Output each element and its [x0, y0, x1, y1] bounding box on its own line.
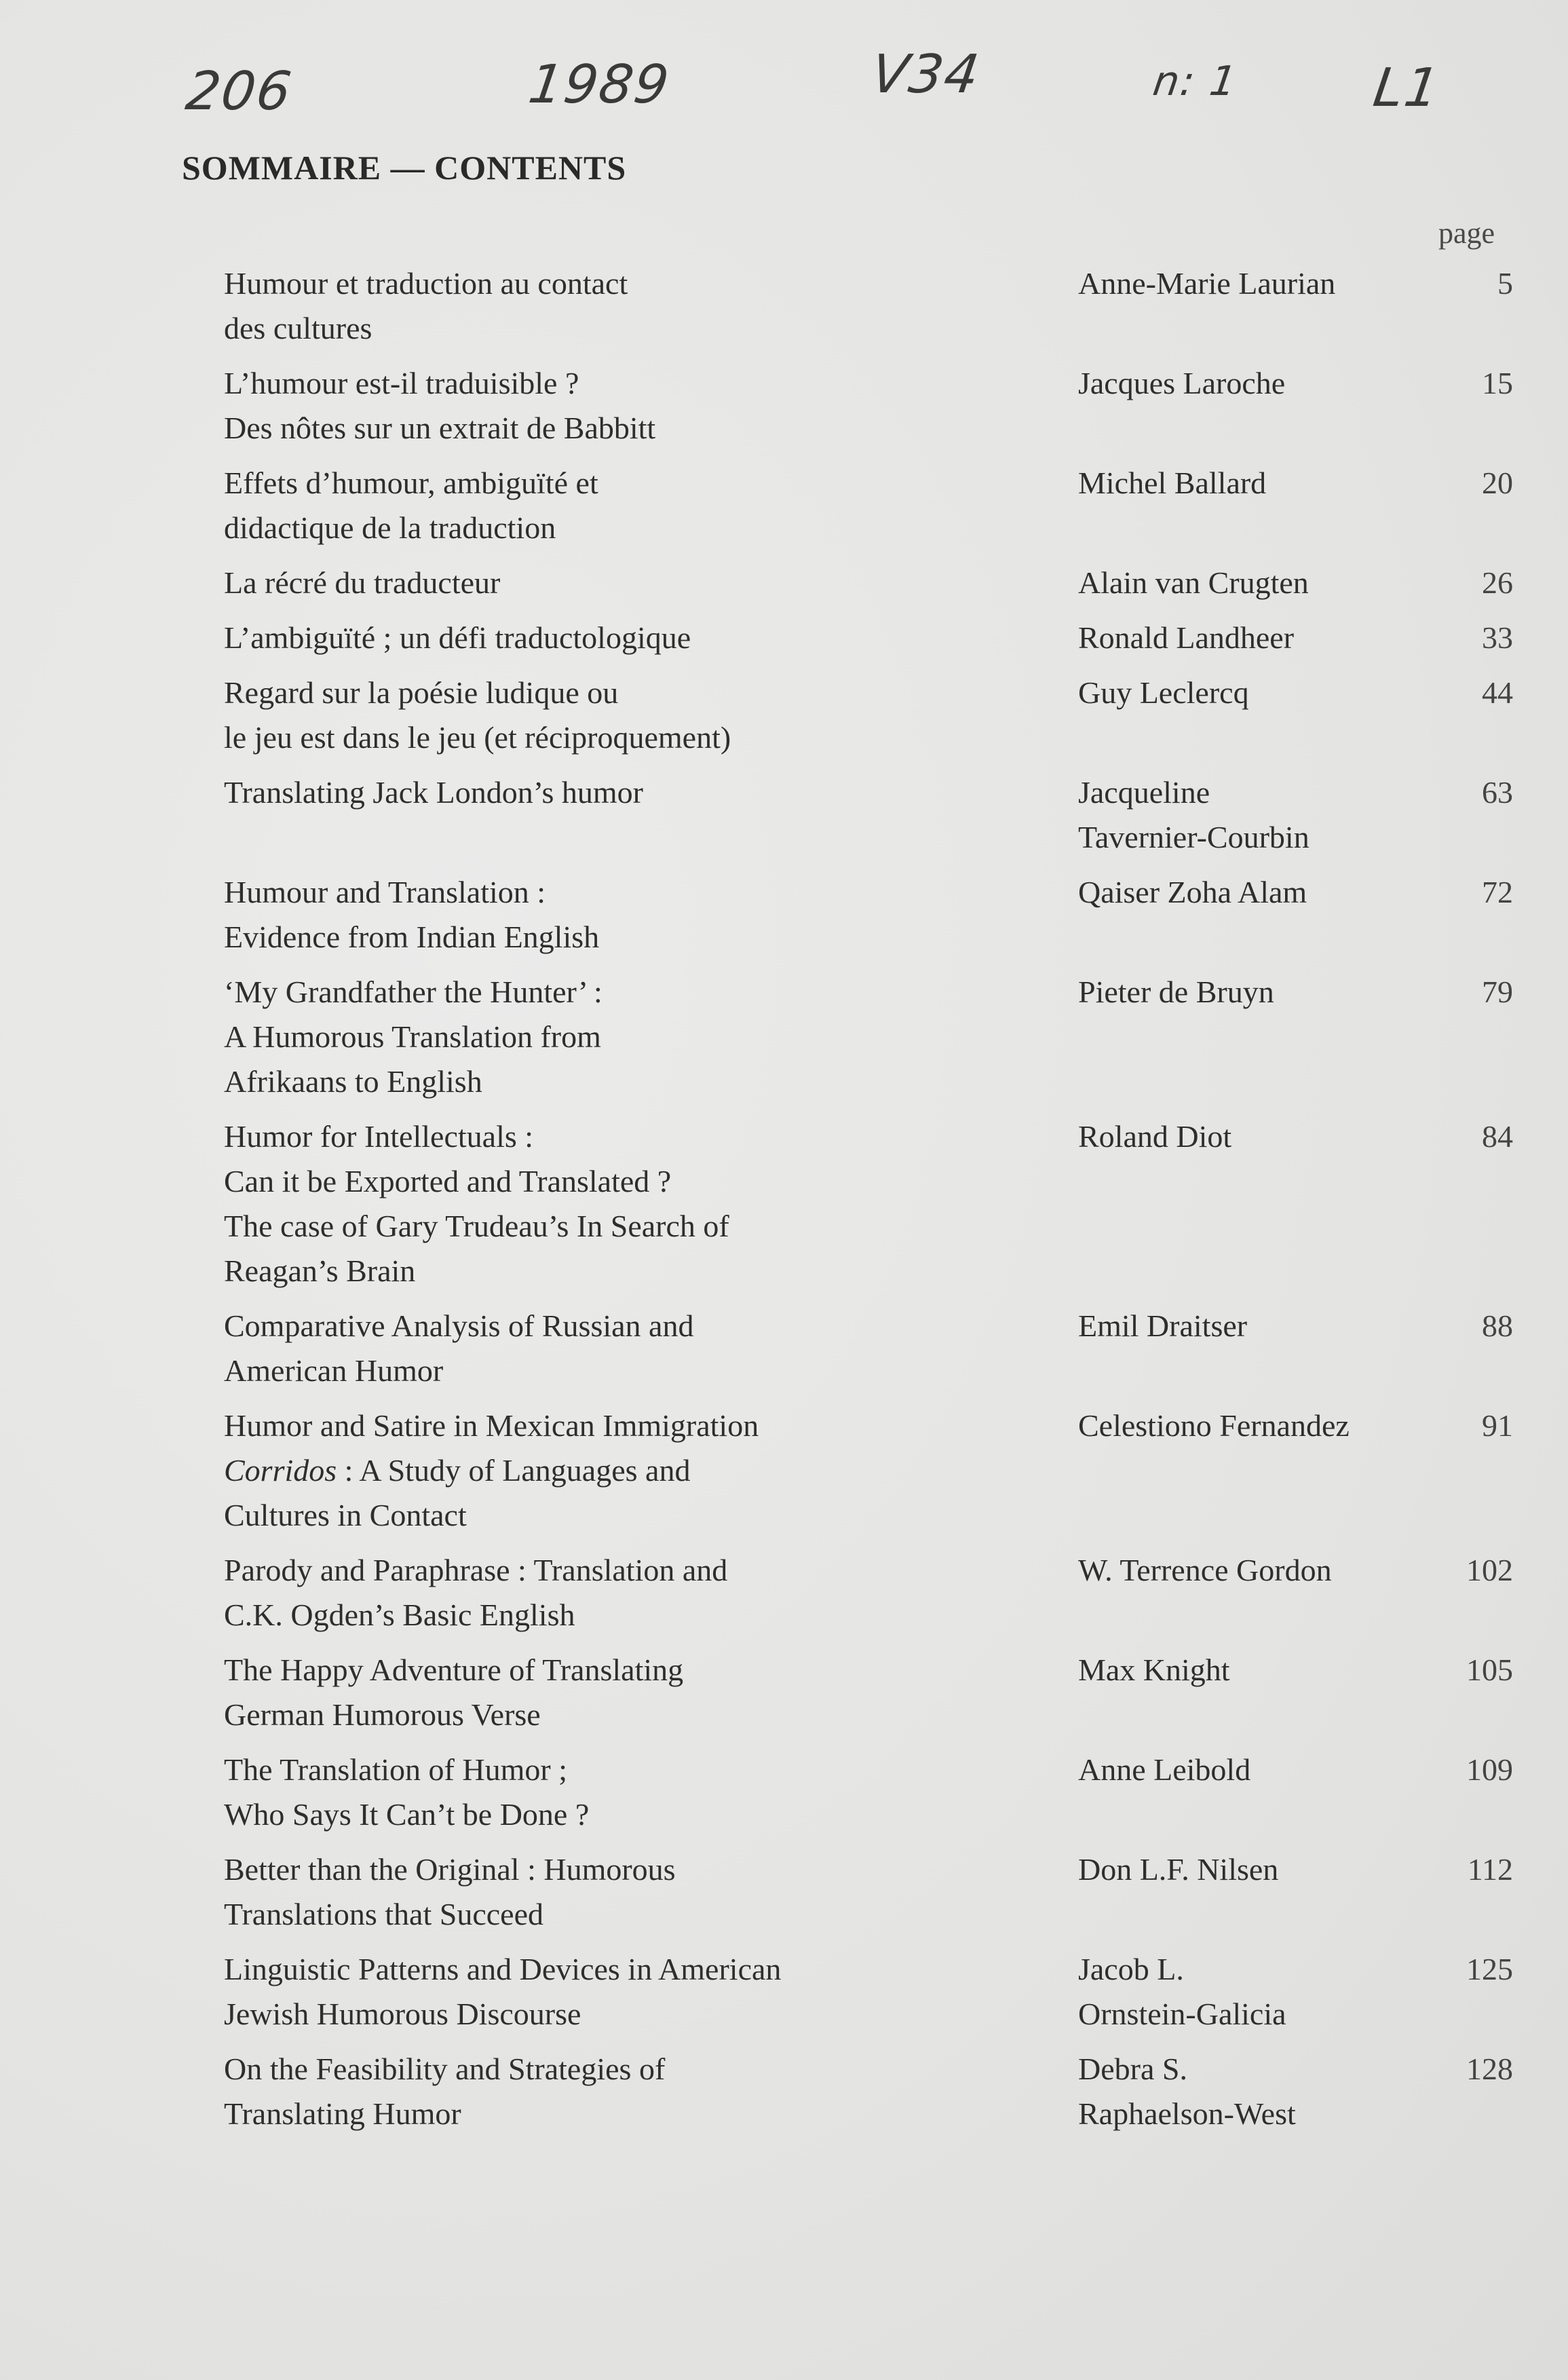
entry-author-line: Jacques Laroche: [1077, 366, 1286, 400]
entry-page-number: 128: [1466, 2052, 1513, 2086]
page-column-label: page: [1438, 216, 1495, 250]
entry-author-line: Ronald Landheer: [1077, 620, 1295, 655]
handwritten-annotation: L1: [1369, 58, 1445, 119]
entry-author: [1077, 870, 1453, 915]
entry-author: [1077, 261, 1453, 306]
entry-page-number: 125: [1466, 1952, 1513, 1986]
entry-title-line: Cultures in Contact: [224, 1498, 467, 1532]
entry-author: [1077, 1114, 1453, 1159]
toc-entry: [224, 2047, 1513, 2136]
entry-title-line: Linguistic Patterns and Devices in American: [224, 1952, 782, 1986]
entry-title-line: Corridos : A Study of Languages and: [224, 1453, 691, 1488]
handwritten-annotation: n: 1: [1150, 58, 1241, 105]
entry-title-line: Humor and Satire in Mexican Immigration: [224, 1408, 759, 1443]
entry-title-line: didactique de la traduction: [224, 510, 556, 545]
entry-title-line: Parody and Paraphrase : Translation and: [224, 1553, 728, 1587]
entry-page-number: 109: [1466, 1752, 1513, 1787]
entry-author-line: Ornstein-Galicia: [1077, 1997, 1286, 2031]
entry-title-line: Humour et traduction au contact: [224, 266, 628, 301]
toc-entry: [224, 561, 1513, 605]
entry-title-line: ‘My Grandfather the Hunter’ :: [224, 975, 603, 1009]
entry-title-line: Afrikaans to English: [224, 1064, 482, 1099]
entry-author: [1077, 1748, 1453, 1792]
entry-title: [224, 361, 1077, 451]
entry-author: [1077, 461, 1453, 506]
entry-title-line: The case of Gary Trudeau’s In Search of: [224, 1209, 729, 1243]
entry-title-line: American Humor: [224, 1353, 444, 1388]
entry-page-number: 26: [1482, 565, 1513, 600]
entry-author: [1077, 770, 1453, 860]
entry-title-line: Humour and Translation :: [224, 875, 546, 909]
entry-author-line: W. Terrence Gordon: [1077, 1553, 1332, 1587]
entry-page-number: 5: [1497, 266, 1513, 301]
entry-author-line: Max Knight: [1077, 1652, 1230, 1687]
entry-title-line: Translations that Succeed: [224, 1897, 544, 1931]
entry-author-line: Jacob L.: [1077, 1952, 1184, 1986]
entry-title: [224, 1304, 1077, 1393]
entry-author-line: Michel Ballard: [1077, 466, 1267, 500]
entry-author: [1077, 561, 1453, 605]
entry-title: [224, 970, 1077, 1104]
entry-author-line: Guy Leclercq: [1077, 675, 1249, 710]
entry-author: [1077, 1403, 1453, 1448]
entry-author-line: Qaiser Zoha Alam: [1077, 875, 1307, 909]
entry-title-line: A Humorous Translation from: [224, 1019, 601, 1054]
toc-entry: [224, 1648, 1513, 1737]
entry-author: [1077, 1847, 1453, 1892]
entry-page-number: 79: [1482, 975, 1513, 1009]
toc-entry: [224, 261, 1513, 351]
entry-author-line: Roland Diot: [1077, 1119, 1232, 1154]
entry-page-number: 105: [1466, 1652, 1513, 1687]
entry-author-line: Pieter de Bruyn: [1077, 975, 1274, 1009]
entry-title-line: On the Feasibility and Strategies of: [224, 2052, 666, 2086]
entry-title-line: Who Says It Can’t be Done ?: [224, 1797, 590, 1832]
entry-title-line: Jewish Humorous Discourse: [224, 1997, 581, 2031]
toc-entry: [224, 670, 1513, 760]
entry-author: [1077, 1548, 1453, 1593]
page-title: SOMMAIRE — CONTENTS: [182, 149, 627, 187]
entry-author: [1077, 1648, 1453, 1693]
toc-entry: [224, 361, 1513, 451]
entry-author-line: Emil Draitser: [1077, 1308, 1248, 1343]
entry-author: [1077, 1304, 1453, 1348]
entry-title-line: le jeu est dans le jeu (et réciproquement): [224, 720, 731, 755]
entry-title: [224, 1947, 1077, 2037]
toc-entry: [224, 1748, 1513, 1837]
entry-title-line: La récré du traducteur: [224, 565, 501, 600]
entry-page-number: 72: [1482, 875, 1513, 909]
entry-title-line: Des nôtes sur un extrait de Babbitt: [224, 411, 656, 445]
entry-author-line: Debra S.: [1077, 2052, 1187, 2086]
toc-entry: [224, 1304, 1513, 1393]
toc-entry: [224, 1403, 1513, 1538]
entry-title-line: German Humorous Verse: [224, 1697, 541, 1732]
entry-title-line: Better than the Original : Humorous: [224, 1852, 676, 1887]
entry-title: [224, 770, 1077, 815]
toc-entry: [224, 1947, 1513, 2037]
entry-author-line: Tavernier-Courbin: [1077, 820, 1309, 854]
entry-author: [1077, 2047, 1453, 2136]
entry-title-line: des cultures: [224, 311, 372, 345]
entry-title-line: Humor for Intellectuals :: [224, 1119, 534, 1154]
handwritten-annotation: V34: [867, 44, 984, 105]
entry-title: [224, 2047, 1077, 2136]
entry-page-number: 91: [1482, 1408, 1513, 1443]
entry-title-line: C.K. Ogden’s Basic English: [224, 1598, 575, 1632]
entry-title-line: Translating Humor: [224, 2096, 461, 2131]
entry-title: [224, 461, 1077, 550]
entry-title-line: Can it be Exported and Translated ?: [224, 1164, 672, 1198]
entry-page-number: 20: [1482, 466, 1513, 500]
toc-entry: [224, 770, 1513, 860]
entry-author-line: Celestiono Fernandez: [1077, 1408, 1350, 1443]
entry-author: [1077, 616, 1453, 660]
entry-page-number: 84: [1482, 1119, 1513, 1154]
entry-title: [224, 1748, 1077, 1837]
entry-page-number: 112: [1467, 1852, 1513, 1887]
toc-entry: [224, 1548, 1513, 1638]
entry-author-line: Anne Leibold: [1077, 1752, 1251, 1787]
entry-author: [1077, 361, 1453, 406]
entry-title: [224, 1403, 1077, 1538]
entry-title-line: The Translation of Humor ;: [224, 1752, 567, 1787]
entry-title-line: L’ambiguïté ; un défi traductologique: [224, 620, 691, 655]
entry-page-number: 63: [1482, 775, 1513, 810]
toc-entry: [224, 461, 1513, 550]
entry-title: [224, 870, 1077, 960]
entry-title: [224, 261, 1077, 351]
entry-title: [224, 561, 1077, 605]
handwritten-annotation: 206: [182, 61, 297, 122]
entry-title: [224, 1847, 1077, 1937]
entry-author-line: Alain van Crugten: [1077, 565, 1309, 600]
entry-title-line: Comparative Analysis of Russian and: [224, 1308, 694, 1343]
entry-title: [224, 616, 1077, 660]
entry-author: [1077, 970, 1453, 1015]
toc-entry: [224, 870, 1513, 960]
entry-author-line: Raphaelson-West: [1077, 2096, 1296, 2131]
handwritten-annotation: 1989: [524, 54, 674, 115]
entry-title-line: Reagan’s Brain: [224, 1253, 416, 1288]
entry-title: [224, 1114, 1077, 1293]
entry-page-number: 102: [1466, 1553, 1513, 1587]
entry-title-line: Effets d’humour, ambiguïté et: [224, 466, 598, 500]
entry-title-line: Evidence from Indian English: [224, 920, 600, 954]
entry-author-line: Anne-Marie Laurian: [1077, 266, 1336, 301]
entry-title: [224, 1648, 1077, 1737]
entry-title-line: Translating Jack London’s humor: [224, 775, 643, 810]
toc-entry: [224, 616, 1513, 660]
entry-page-number: 44: [1482, 675, 1513, 710]
entry-title: [224, 1548, 1077, 1638]
toc-entry: [224, 970, 1513, 1104]
entry-page-number: 15: [1482, 366, 1513, 400]
entry-author-line: Jacqueline: [1077, 775, 1210, 810]
entry-page-number: 88: [1482, 1308, 1513, 1343]
entry-title-line: Regard sur la poésie ludique ou: [224, 675, 619, 710]
entry-author-line: Don L.F. Nilsen: [1077, 1852, 1279, 1887]
handwritten-annotations: [0, 41, 1568, 149]
entry-title-line: The Happy Adventure of Translating: [224, 1652, 684, 1687]
toc-entry: [224, 1847, 1513, 1937]
entry-author: [1077, 1947, 1453, 2037]
entry-author: [1077, 670, 1453, 715]
table-of-contents: [224, 261, 1513, 2147]
entry-title: [224, 670, 1077, 760]
entry-title-line: L’humour est-il traduisible ?: [224, 366, 579, 400]
toc-entry: [224, 1114, 1513, 1293]
entry-page-number: 33: [1482, 620, 1513, 655]
